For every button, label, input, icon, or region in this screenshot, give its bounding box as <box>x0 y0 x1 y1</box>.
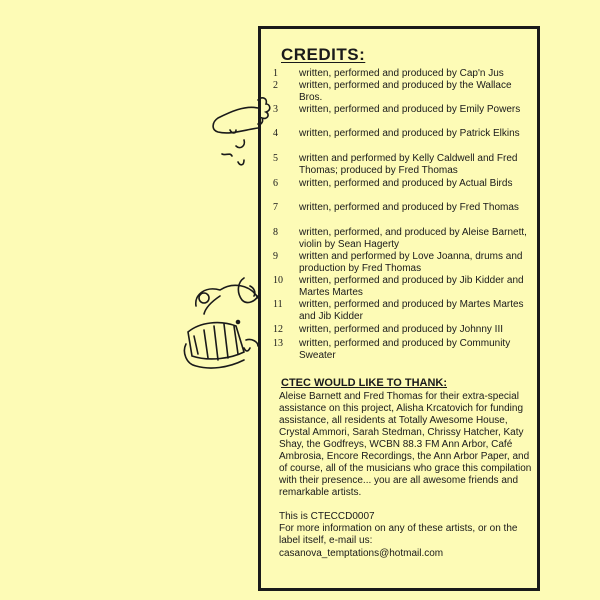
credits-panel <box>258 26 540 591</box>
track-number: 10 <box>273 275 283 286</box>
track-number: 4 <box>273 128 278 139</box>
track-number: 11 <box>273 299 283 310</box>
credit-text: written, performed and produced by the Wallace Bros. <box>299 80 512 103</box>
credit-text: written and performed by Kelly Caldwell and Fred Thomas; produced by Fred Thomas <box>299 153 518 176</box>
thanks-body: Aleise Barnett and Fred Thomas for their extra-special assistance on this project, Alisha Krcatovich for funding assistance, all residents at Totally Awesome House, Crystal Ammori, Sarah Stedman, Chrissy Hatcher, Katy Shay, the Godfreys, WCBN 88.3 FM Ann Arbor, Café Ambrosia, Encore Recordings, the Ann Arbor Paper, and of course, all of the musicians who grace this compilation with their presence... you are all awesome friends and remarkable artists. <box>279 391 532 498</box>
credit-text: written, performed and produced by Martes Martes and Jib Kidder <box>299 299 524 322</box>
contact-info: For more information on any of these artists, or on the label itself, e-mail us: <box>279 523 518 546</box>
track-number: 9 <box>273 251 278 262</box>
credit-text: written, performed and produced by Cap'n Jus <box>299 68 504 79</box>
catalog-number: This is CTECCD0007 <box>279 511 375 522</box>
contact-email[interactable]: casanova_temptations@hotmail.com <box>279 548 444 559</box>
track-number: 13 <box>273 338 283 349</box>
credit-text: written, performed and produced by Emily Powers <box>299 104 521 115</box>
track-number: 1 <box>273 68 278 79</box>
credit-text: written and performed by Love Joanna, drums and production by Fred Thomas <box>299 251 523 274</box>
track-number: 12 <box>273 324 283 335</box>
credit-text: written, performed and produced by Jib Kidder and Martes Martes <box>299 275 524 298</box>
credit-text: written, performed and produced by Johnny III <box>299 324 504 335</box>
track-number: 5 <box>273 153 278 164</box>
track-number: 6 <box>273 178 278 189</box>
track-number: 7 <box>273 202 278 213</box>
track-number: 8 <box>273 227 278 238</box>
track-number: 3 <box>273 104 278 115</box>
credits-heading: CREDITS: <box>281 45 366 64</box>
peeking-character-bear <box>184 278 258 368</box>
credit-text: written, performed and produced by Fred Thomas <box>299 202 519 213</box>
credit-text: written, performed and produced by Patrick Elkins <box>299 128 520 139</box>
credit-text: written, performed and produced by Actual Birds <box>299 178 513 189</box>
thanks-heading: CTEC WOULD LIKE TO THANK: <box>281 377 448 389</box>
track-number: 2 <box>273 80 278 91</box>
credit-text: written, performed and produced by Community Sweater <box>299 338 511 361</box>
credit-text: written, performed, and produced by Aleise Barnett, violin by Sean Hagerty <box>299 227 527 250</box>
